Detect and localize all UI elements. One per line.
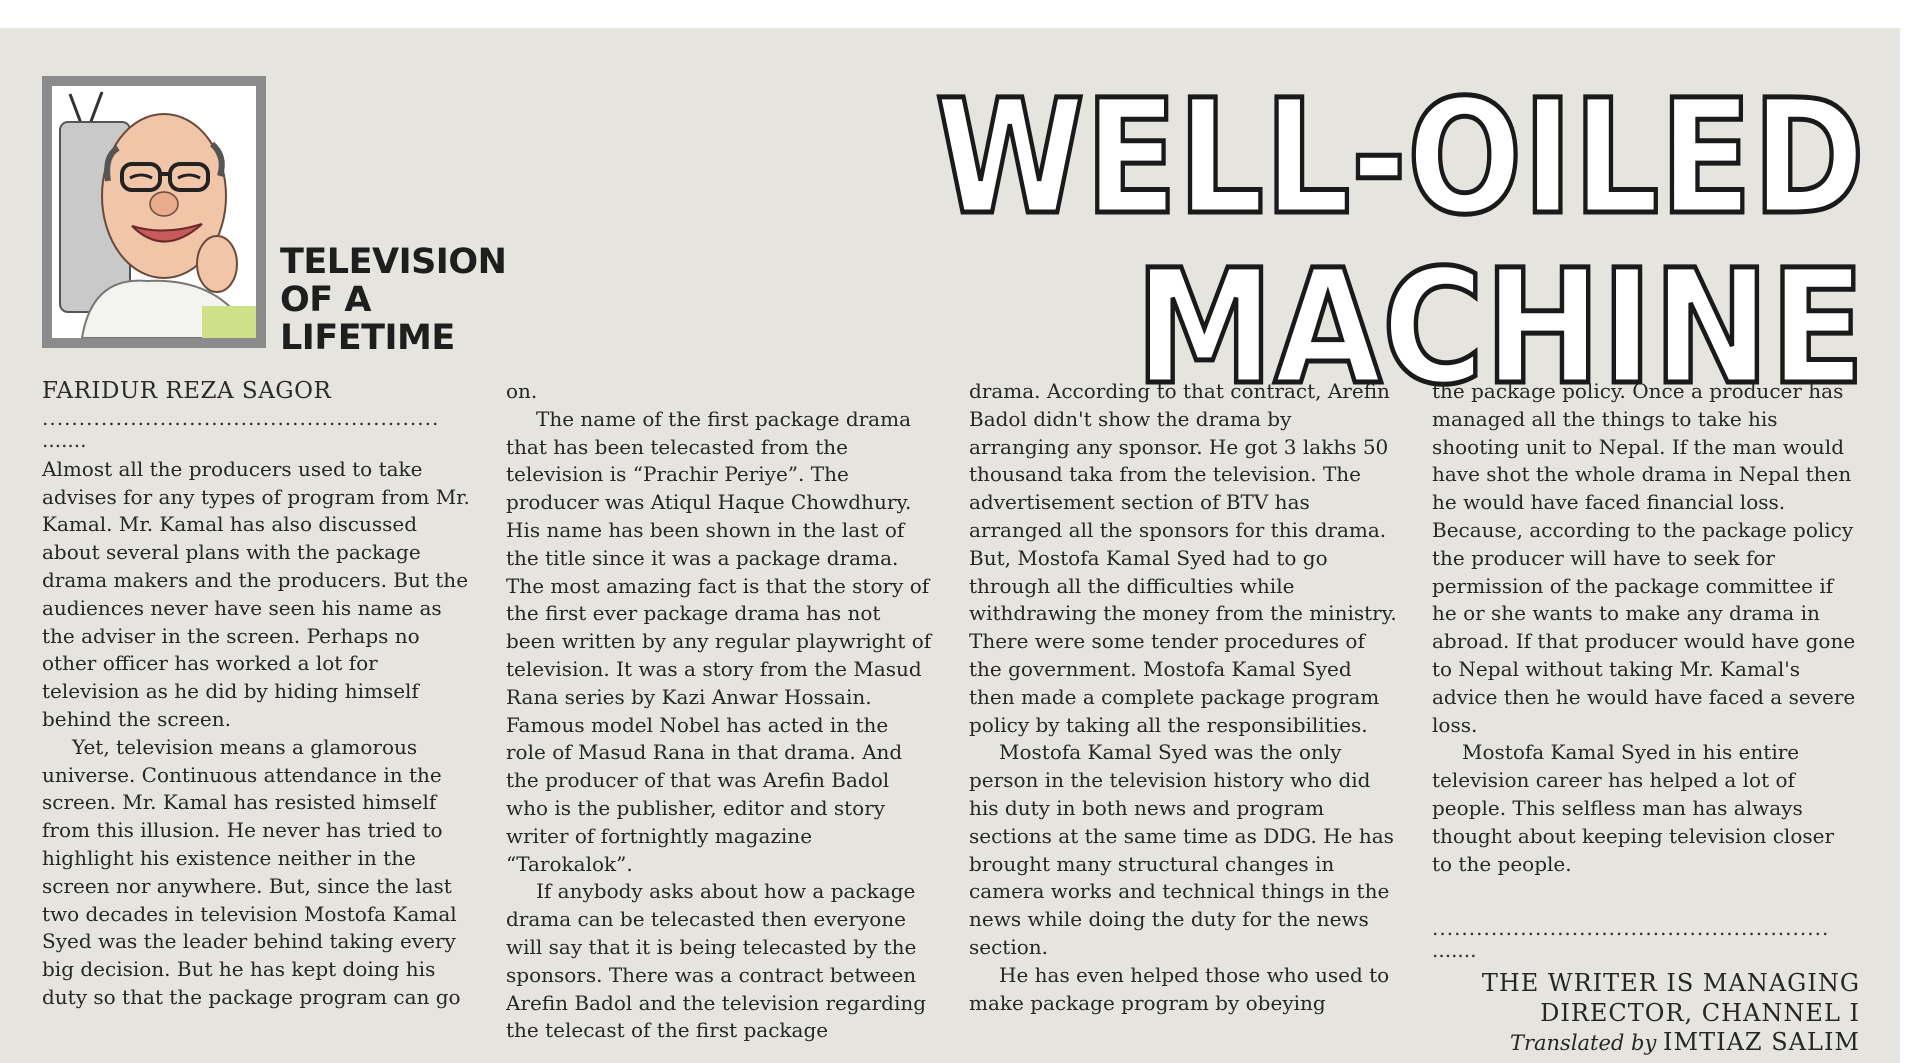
credit-line-1: THE WRITER IS MANAGING [1481,969,1860,998]
column-label-line-2: OF A [280,280,371,320]
translator-credit [1432,1028,1860,1057]
headline-line-2: MACHINE [1135,236,1865,410]
headline-line-1: WELL-OILED [935,70,1865,250]
paragraph: the package policy. Once a producer has managed all the things to take his shooting unit to Nepal. If the man would have shot the whole drama in Nepal then he would have faced financial loss. Because, according to the package policy the producer will have to seek for permission of the package committee if he or she wants to make any drama in abroad. If that producer would have gone to Nepal without taking Mr. Kamal's advice then he would have faced a severe loss. [1432,379,1856,737]
credit-line-2: DIRECTOR, CHANNEL I [1540,999,1860,1028]
separator: ...................................................... [1432,918,1830,939]
column-label-line-3: LIFETIME [280,318,455,358]
caricature-portrait [42,76,266,348]
article-column-3 [969,378,1397,1017]
separator-tail: ....... [1432,938,1477,963]
writer-credit [1432,968,1860,1057]
article-column-2 [506,378,934,1045]
column-label [280,243,506,357]
article-column-1 [42,378,470,1012]
paragraph: drama. According to that contract, Arefin Badol didn't show the drama by arranging any sponsor. He got 3 lakhs 50 thousand taka from the television. The advertisement section of BTV has arranged all the sponsors for this drama. But, Mostofa Kamal Syed had to go through all the difficulties while withdrawing the money from the ministry. There were some tender procedures of the government. Mostofa Kamal Syed then made a complete package program policy by taking all the responsibilities. [969,379,1397,737]
translator-name: IMTIAZ SALIM [1663,1028,1860,1057]
translated-by-label: Translated by [1509,1031,1657,1056]
paragraph: The name of the first package drama that has been telecasted from the television is “Prachir Periye”. The producer was Atiqul Haque Chowdhury. His name has been shown in the last of the title since it was a package drama. The most amazing fact is that the story of the first ever package drama has not been written by any regular playwright of television. It was a story from the Masud Rana series by Kazi Anwar Hossain. Famous model Nobel has acted in the role of Masud Rana in that drama. And the producer of that was Arefin Badol who is the publisher, editor and story writer of fortnightly magazine “Tarokalok”. [506,406,932,876]
paragraph: Mostofa Kamal Syed in his entire television career has helped a lot of people. This selfless man has always thought about keeping television closer to the people. [1432,740,1835,876]
paragraph: Mostofa Kamal Syed was the only person in the television history who did his duty in both news and program sections at the same time as DDG. He has brought many structural changes in camera works and technical things in the news while doing the duty for the news section. [969,740,1394,959]
article-column-4 [1432,378,1860,1057]
paragraph: If anybody asks about how a package drama can be telecasted then everyone will say that it is being telecasted by the sponsors. There was a contract between Arefin Badol and the television regarding the telecast of the first package [506,879,927,1043]
headline [900,70,1870,410]
caricature-illustration [52,86,256,338]
separator: ...................................................... [42,407,440,428]
column-label-line-1: TELEVISION [280,242,507,282]
paragraph: Yet, television means a glamorous universe. Continuous attendance in the screen. Mr. Kamal has resisted himself from this illusion. He never has tried to highlight his existence neither in the screen nor anywhere. But, since the last two decades in television Mostofa Kamal Syed was the leader behind taking every big decision. But he has kept doing his duty so that the package program can go [42,734,461,1009]
byline: FARIDUR REZA SAGOR [42,378,332,404]
paragraph: Almost all the producers used to take advises for any types of program from Mr. Kamal. Mr. Kamal has also discussed about several plans with the package drama makers and the producers. But the audiences never have seen his name as the adviser in the screen. Perhaps no other officer has worked a lot for television as he did by hiding himself behind the screen. [42,456,470,731]
paragraph: He has even helped those who used to make package program by obeying [969,962,1390,1015]
newspaper-page [0,28,1900,1063]
paragraph: on. [506,379,538,403]
separator-tail: ....... [42,427,87,452]
